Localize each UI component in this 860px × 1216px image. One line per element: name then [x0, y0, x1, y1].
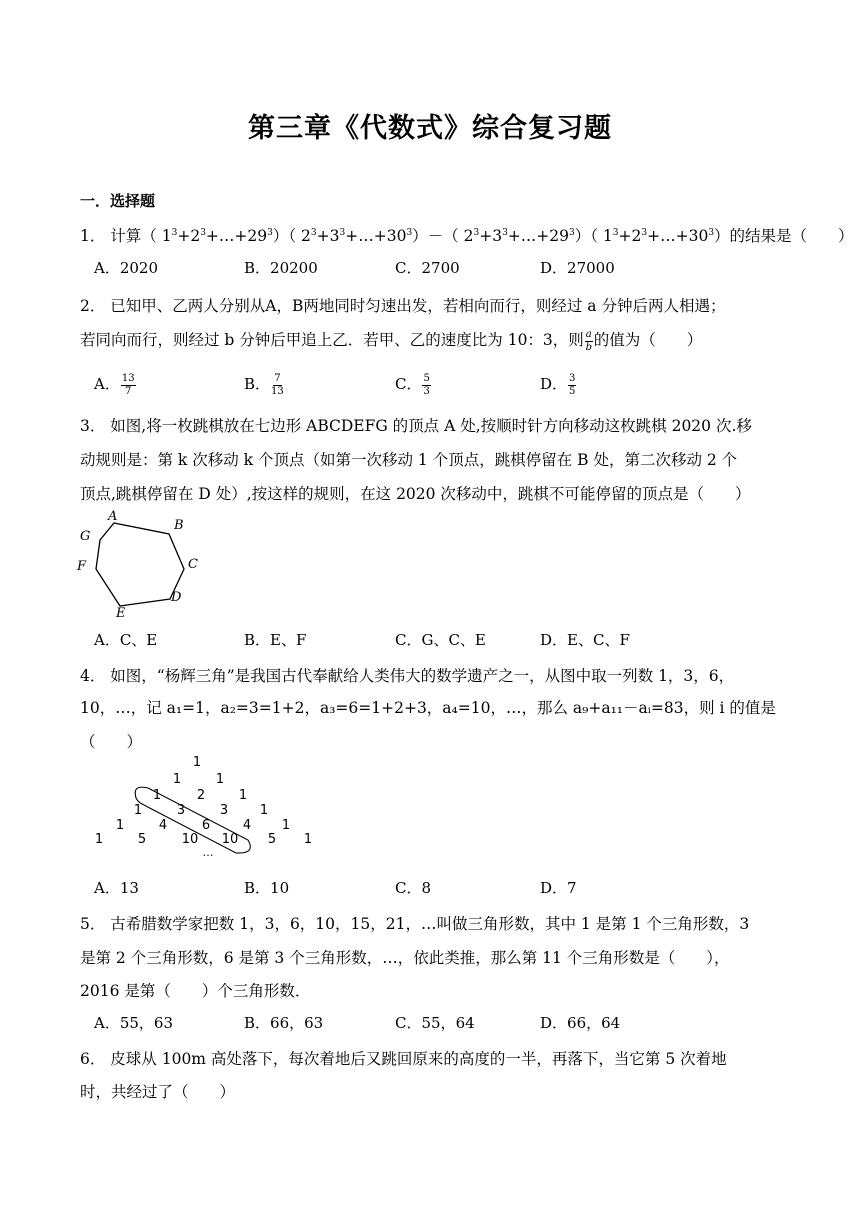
q2-option-a: A． $\frac{13}{7}$ [94, 372, 135, 397]
vertex-label-g: G [80, 529, 91, 544]
triangle-number: 4 [158, 818, 168, 833]
question-5-line-2: 是第 2 个三角形数，6 是第 3 个三角形数，…，依此类推，那么第 11 个三角形数是（ ）， [80, 949, 730, 967]
triangle-number: 1 [259, 803, 269, 818]
question-2-line-1: 2． 已知甲、乙两人分别从A，B两地同时匀速出发，若相向而行，则经过 a 分钟后两人相遇； [80, 297, 726, 315]
q1-option-b: B．20200 [244, 259, 318, 277]
triangle-number: 1 [133, 803, 143, 818]
triangle-number: 1 [94, 832, 104, 847]
page-title: 第三章《代数式》综合复习题 [248, 113, 612, 144]
question-4-line-1: 4． 如图，“杨辉三角”是我国古代奉献给人类伟大的数学遗产之一，从图中取一列数 1，3，6， [80, 667, 735, 685]
triangle-number: 10 [181, 832, 199, 847]
question-6-line-1: 6． 皮球从 100m 高处落下，每次着地后又跳回原来的高度的一半，再落下，当它第 5 次着地 [80, 1050, 727, 1068]
vertex-label-c: C [188, 557, 198, 572]
triangle-number: 3 [176, 803, 186, 818]
triangle-number: 1 [303, 832, 313, 847]
triangle-number: 2 [196, 788, 206, 803]
triangle-number: 1 [281, 818, 291, 833]
a-over-b-fraction: $\frac{a}{b}$ [585, 328, 592, 353]
q1-option-d: D．27000 [540, 259, 615, 277]
triangle-number: 5 [267, 832, 277, 847]
triangle-number: 1 [115, 818, 125, 833]
q2-option-b: B． $\frac{7}{13}$ [244, 372, 284, 397]
question-2-line-2: 若同向而行，则经过 b 分钟后甲追上乙．若甲、乙的速度比为 10：3，则 $\frac{a}{b}$ 的值为（ ） [80, 328, 703, 353]
triangle-number: 6 [201, 818, 211, 833]
q4-option-a: A．13 [94, 879, 139, 897]
question-3-line-3: 顶点,跳棋停留在 D 处）,按这样的规则，在这 2020 次移动中，跳棋不可能停留的顶点是（ ） [80, 485, 751, 503]
triangle-number: 1 [192, 755, 202, 770]
q1-option-a: A．2020 [94, 259, 159, 277]
q4-option-d: D．7 [540, 879, 577, 897]
q3-option-c: C．G、C、E [395, 631, 486, 649]
q3-option-b: B．E、F [244, 631, 307, 649]
q1-option-c: C．2700 [395, 259, 460, 277]
question-4-line-2: 10，…，记 a₁=1，a₂=3=1+2，a₃=6=1+2+3，a₄=10，…，那么 a₉+a₁₁－aᵢ=83，则 i 的值是 [80, 699, 776, 717]
vertex-label-e: E [116, 606, 126, 618]
section-heading: 一．选择题 [80, 192, 156, 210]
q5-option-a: A．55，63 [94, 1014, 174, 1032]
triangle-number: 1 [172, 772, 182, 787]
q3-option-d: D．E、C、F [540, 631, 630, 649]
q4-option-c: C．8 [395, 879, 432, 897]
question-5-line-3: 2016 是第（ ）个三角形数． [80, 982, 311, 1000]
q4-option-b: B．10 [244, 879, 290, 897]
q2-option-d: D． $\frac{3}{5}$ [540, 372, 576, 397]
question-1-stem: 1． 计算（ $1^3+2^3+\dots+29^3$）（ $2^3+3^3+\dots+30^3)-$（ $2^3+3^3+\dots+29^3$）（ $1^3+2^3+\dots+30^3$）的结果是（ ） [80, 227, 854, 245]
heptagon-figure [74, 506, 214, 618]
vertex-label-d: D [171, 590, 182, 605]
question-3-line-2: 动规则是：第 k 次移动 k 个顶点（如第一次移动 1 个顶点，跳棋停留在 B 处，第二次移动 2 个 [80, 451, 738, 469]
triangle-number: 4 [242, 818, 252, 833]
triangle-number: 3 [219, 803, 229, 818]
question-6-line-2: 时，共经过了（ ） [80, 1083, 236, 1101]
yanghui-triangle-figure [80, 750, 330, 858]
q5-option-d: D．66，64 [540, 1014, 621, 1032]
vertex-label-a: A [108, 509, 118, 524]
q5-option-c: C．55，64 [395, 1014, 475, 1032]
q2-option-c: C． $\frac{5}{3}$ [395, 372, 430, 397]
triangle-ellipsis: … [202, 846, 214, 858]
vertex-label-f: F [77, 559, 87, 574]
question-4-line-3: （ ） [80, 733, 143, 751]
q3-option-a: A．C、E [94, 631, 158, 649]
vertex-label-b: B [174, 518, 184, 533]
triangle-number: 1 [215, 772, 225, 787]
question-5-line-1: 5． 古希腊数学家把数 1，3，6，10，15，21，…叫做三角形数，其中 1 是第 1 个三角形数，3 [80, 915, 750, 933]
triangle-number: 1 [152, 788, 162, 803]
q5-option-b: B．66，63 [244, 1014, 324, 1032]
triangle-number: 1 [238, 788, 248, 803]
triangle-number: 5 [137, 832, 147, 847]
triangle-number: 10 [221, 832, 239, 847]
question-3-line-1: 3． 如图,将一枚跳棋放在七边形 ABCDEFG 的顶点 A 处,按顺时针方向移动这枚跳棋 2020 次.移 [80, 417, 752, 435]
